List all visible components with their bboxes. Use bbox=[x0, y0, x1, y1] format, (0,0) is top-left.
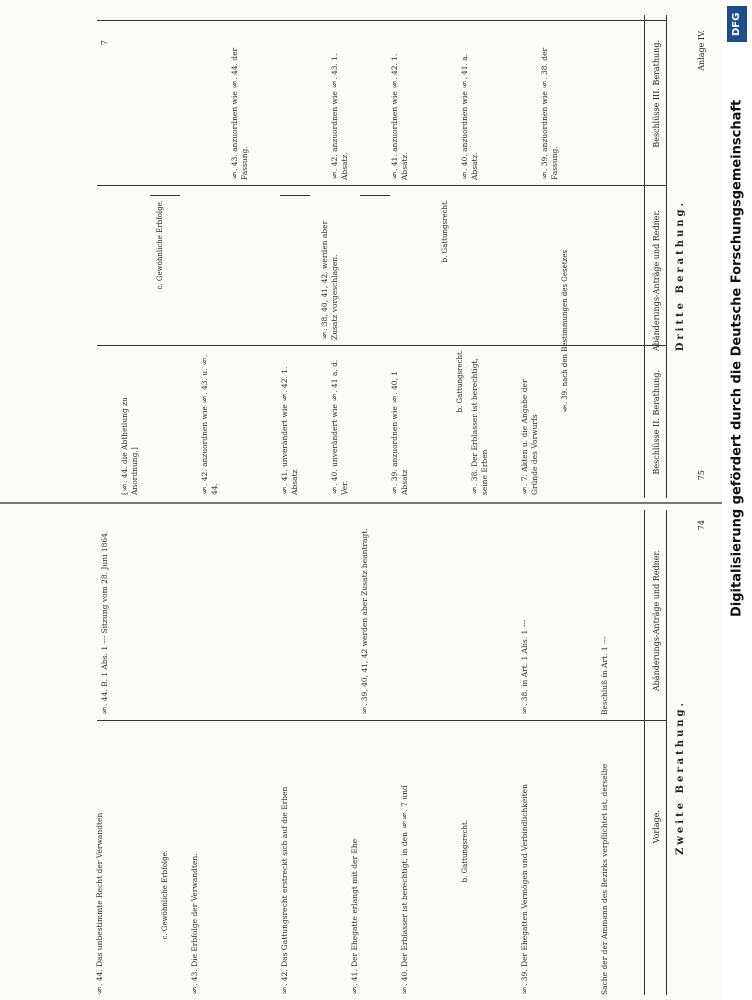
top-col2-entry-2: §. 38, 40, 41, 42. werden aber Zusatz vorgeschlagen. bbox=[320, 220, 339, 340]
bottom-col2-entry-2: §. 38. in Art. 1 Abs. 1 --- bbox=[520, 619, 529, 715]
top-page-number: 75 bbox=[697, 470, 706, 481]
top-col3-entry-3: §. 41. anzuordnen wie §. 42. 1. Absatz. bbox=[390, 53, 409, 180]
bottom-section-c: c. Gewöhnliche Erbfolge. bbox=[161, 850, 169, 940]
bottom-col1-entry-6: §. 43. Die Erbfolge der Verwandten. bbox=[190, 853, 199, 995]
appendix-label: Anlage IV. bbox=[697, 30, 706, 71]
rule bbox=[360, 195, 390, 196]
top-col3-entry-4: §. 42. anzuordnen wie §. 43. 1. Absatz. bbox=[330, 53, 349, 180]
top-col3-header: Beschlüsse III. Berathung. bbox=[652, 40, 661, 148]
bottom-col2-entry-3: §. 39, 40, 41, 42 werden aber Zusatz beantragt. bbox=[360, 528, 369, 715]
bottom-header-rule-2 bbox=[644, 510, 645, 995]
top-header-rule-2 bbox=[644, 15, 645, 498]
top-rule-left bbox=[97, 20, 667, 21]
bottom-col1-header: Vorlage. bbox=[652, 810, 661, 844]
top-col1-entry-5: §. 41. unverändert wie §. 42. 1. Absatz bbox=[280, 366, 299, 495]
bottom-header-rule bbox=[666, 510, 667, 995]
top-col-divider-2 bbox=[97, 345, 667, 346]
bottom-section-b: b. Gattungsrecht. bbox=[461, 820, 469, 883]
bottom-col2-entry-1: Beschluß in Art. 1 --- bbox=[600, 636, 609, 715]
page-divider bbox=[0, 502, 722, 504]
top-section-b-mid: b. Gattungsrecht. bbox=[441, 200, 449, 263]
bottom-col1-entry-2: §. 39. Der Ehegatten Vermögen und Verbindlichkeiten bbox=[520, 784, 529, 995]
bottom-col1-entry-1: Sache der der Ammann des Bezirks verpflichtet ist, derselbe bbox=[600, 763, 609, 995]
top-col3-entry-5: §. 43. anzuordnen wie §. 44. der Fassung. bbox=[230, 47, 249, 180]
bottom-col1-entry-3: §. 40. Der Erblasser ist berechtigt, in den §§. 7 und bbox=[400, 785, 409, 995]
bottom-col1-entry-4: §. 41. Der Ehegatte erlangt mit der Ehe bbox=[350, 838, 359, 995]
bottom-heading: Zweite Berathung. bbox=[675, 700, 686, 855]
rule bbox=[280, 195, 310, 196]
bottom-col2-header: Abänderungs-Anträge und Redner. bbox=[652, 550, 661, 692]
dfg-logo: DFG bbox=[727, 6, 747, 42]
top-col2-entry-1: §. 39. nach den Bestimmungen des Gesetzes bbox=[561, 250, 569, 413]
top-col3-entry-2: §. 40. anzuordnen wie §. 41. a. Absatz. bbox=[460, 53, 479, 180]
top-col3-entry-1: §. 39. anzuordnen wie §. 38. der Fassung. bbox=[540, 47, 559, 180]
top-header-rule bbox=[666, 15, 667, 498]
top-footnote: 7 bbox=[100, 40, 109, 46]
top-col1-entry-1: §. 7. Akten u. die Angabe der Gründe des Vorwurfs bbox=[520, 379, 539, 495]
bottom-col2-entry-4: §. 44. B. 1 Abs. 1 --- Sitzung vom 28. Juni 1864. bbox=[100, 530, 109, 715]
bottom-col-divider bbox=[97, 720, 667, 721]
top-col1-entry-6: §. 42. anzuordnen wie §. 43. u. §. 44. bbox=[200, 354, 219, 495]
top-section-b: b. Gattungsrecht. bbox=[456, 350, 464, 413]
top-col1-entry-3: §. 39. anzuordnen wie §. 40, 1 Absatz bbox=[390, 370, 409, 495]
bottom-page-number: 74 bbox=[697, 520, 706, 531]
top-heading: Dritte Berathung. bbox=[675, 200, 686, 352]
top-section-c: c. Gewöhnliche Erbfolge. bbox=[156, 200, 164, 290]
bottom-col1-entry-5: §. 42. Das Gattungsrecht erstreckt sich auf die Erben bbox=[280, 786, 289, 995]
rule bbox=[150, 195, 180, 196]
top-col-divider-1 bbox=[97, 185, 667, 186]
top-col1-entry-4: §. 40. unverändert wie §. 41 a. d. Ver. bbox=[330, 359, 349, 495]
top-col1-entry-7: [§. 44. die Abtheilung zu Anordnung.] bbox=[120, 397, 139, 495]
top-col1-entry-2: §. 38. Der Erblasser ist berechtigt, seine Erben bbox=[470, 358, 489, 495]
digitization-credit: Digitalisierung gefördert durch die Deutsche Forschungsgemeinschaft bbox=[729, 99, 745, 617]
bottom-col1-entry-7: §. 44. Das unbestimmte Recht der Verwandten bbox=[95, 812, 104, 995]
top-col1-header: Beschlüsse II. Berathung. bbox=[652, 370, 661, 475]
top-col2-header: Abänderungs-Anträge und Redner. bbox=[652, 210, 661, 352]
